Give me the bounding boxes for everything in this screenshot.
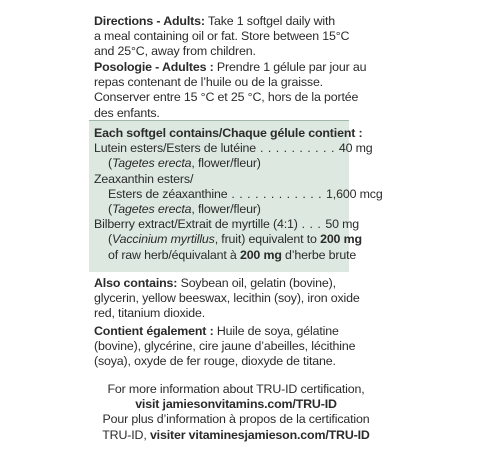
directions-en-line: a meal containing oil or fat. Store between 15°C — [94, 29, 350, 44]
ingredients-heading: Each softgel contains/Chaque gélule contient : — [94, 126, 363, 140]
truid-fr-url-line — [90, 428, 382, 443]
truid-fr-prefix: TRU-ID, — [102, 427, 150, 442]
lutein-source: (Tagetes erecta, flower/fleur) — [108, 156, 261, 171]
bilberry-row — [94, 217, 384, 232]
zeaxanthin-name-en: Zeaxanthin esters/ — [94, 171, 194, 186]
also-contains-en — [94, 276, 384, 322]
bilberry-amount: 50 mg — [325, 217, 360, 232]
also-contains-fr-heading: Contient également : — [94, 324, 214, 338]
lutein-source-rest: , flower/fleur) — [191, 156, 261, 171]
also-contains-en-line: red, titanium dioxide. — [94, 306, 206, 321]
zeaxanthin-row — [94, 187, 384, 202]
directions-en-heading: Directions - Adults: — [94, 14, 205, 28]
also-contains-en-line: Soybean oil, gelatin (bovine), — [180, 276, 336, 290]
zeaxanthin-amount: 1,600 mcg — [326, 186, 383, 201]
also-contains-en-heading: Also contains: — [94, 276, 178, 290]
lutein-amount: 40 mg — [338, 141, 373, 156]
directions-fr-line: Prendre 1 gélule par jour au — [216, 60, 367, 74]
truid-en-line: For more information about TRU-ID certification, — [107, 382, 365, 396]
directions-en-line: and 25°C, away from children. — [94, 44, 256, 59]
directions-fr-heading: Posologie - Adultes : — [94, 60, 214, 74]
truid-fr-url: visiter vitaminesjamieson.com/TRU-ID — [149, 427, 370, 442]
zeaxanthin-latin-name: Tagetes erecta — [111, 202, 192, 217]
bilberry-equiv-en: 200 mg — [320, 232, 362, 247]
bilberry-equiv-text: of raw herb/équivalant à — [108, 247, 240, 262]
zeaxanthin-name-fr: Esters de zéaxanthine — [108, 186, 228, 201]
directions-en-line: Take 1 softgel daily with — [207, 14, 336, 28]
also-contains-fr-line: Huile de soya, gélatine — [216, 324, 339, 338]
truid-fr-line: Pour plus d’information à propos de la certification — [102, 412, 370, 427]
bilberry-latin-name: Vaccinium myrtillus — [111, 232, 215, 247]
zeaxanthin-source-rest: , flower/fleur) — [191, 202, 261, 217]
directions-fr — [94, 60, 384, 121]
dot-leader: . . . — [297, 217, 326, 232]
bilberry-source: (Vaccinium myrtillus, fruit) equivalent to 200 mg — [108, 232, 362, 247]
lutein-row — [94, 141, 384, 156]
also-contains-fr — [94, 324, 384, 370]
directions-fr-line: Conserver entre 15 °C et 25 °C, hors de la portée — [94, 90, 359, 105]
bilberry-equiv-fr: 200 mg — [239, 247, 282, 262]
dot-leader: . . . . . . . . . . . . — [227, 186, 327, 201]
dot-leader: . . . . . . . . . . — [256, 141, 339, 156]
also-contains-fr-line: (soya), oxyde de fer rouge, dioxyde de titane. — [94, 354, 336, 369]
bilberry-name: Bilberry extract/Extrait de myrtille (4:1) — [94, 217, 298, 232]
bilberry-equiv — [94, 248, 384, 263]
also-contains-en-line: glycerin, yellow beeswax, lecithin (soy), iron oxide — [94, 291, 360, 306]
truid-en-url: visit jamiesonvitamins.com/TRU-ID — [135, 397, 337, 412]
zeaxanthin-source: (Tagetes erecta, flower/fleur) — [108, 202, 261, 217]
bilberry-equiv-end: d’herbe brute — [281, 247, 357, 262]
lutein-name: Lutein esters/Esters de lutéine — [94, 141, 257, 156]
directions-fr-line: repas contenant de l’huile ou de la graisse. — [94, 75, 323, 90]
ingredients-block — [94, 126, 384, 263]
also-contains-fr-line: (bovine), glycérine, cire jaune d’abeilles, lécithine — [94, 339, 356, 354]
directions-en — [94, 14, 384, 60]
bilberry-source-rest: , fruit) equivalent to — [214, 232, 321, 247]
panel-divider — [89, 120, 349, 121]
directions-fr-line: des enfants. — [94, 105, 160, 120]
truid-info — [90, 382, 382, 443]
lutein-latin-name: Tagetes erecta — [111, 156, 192, 171]
